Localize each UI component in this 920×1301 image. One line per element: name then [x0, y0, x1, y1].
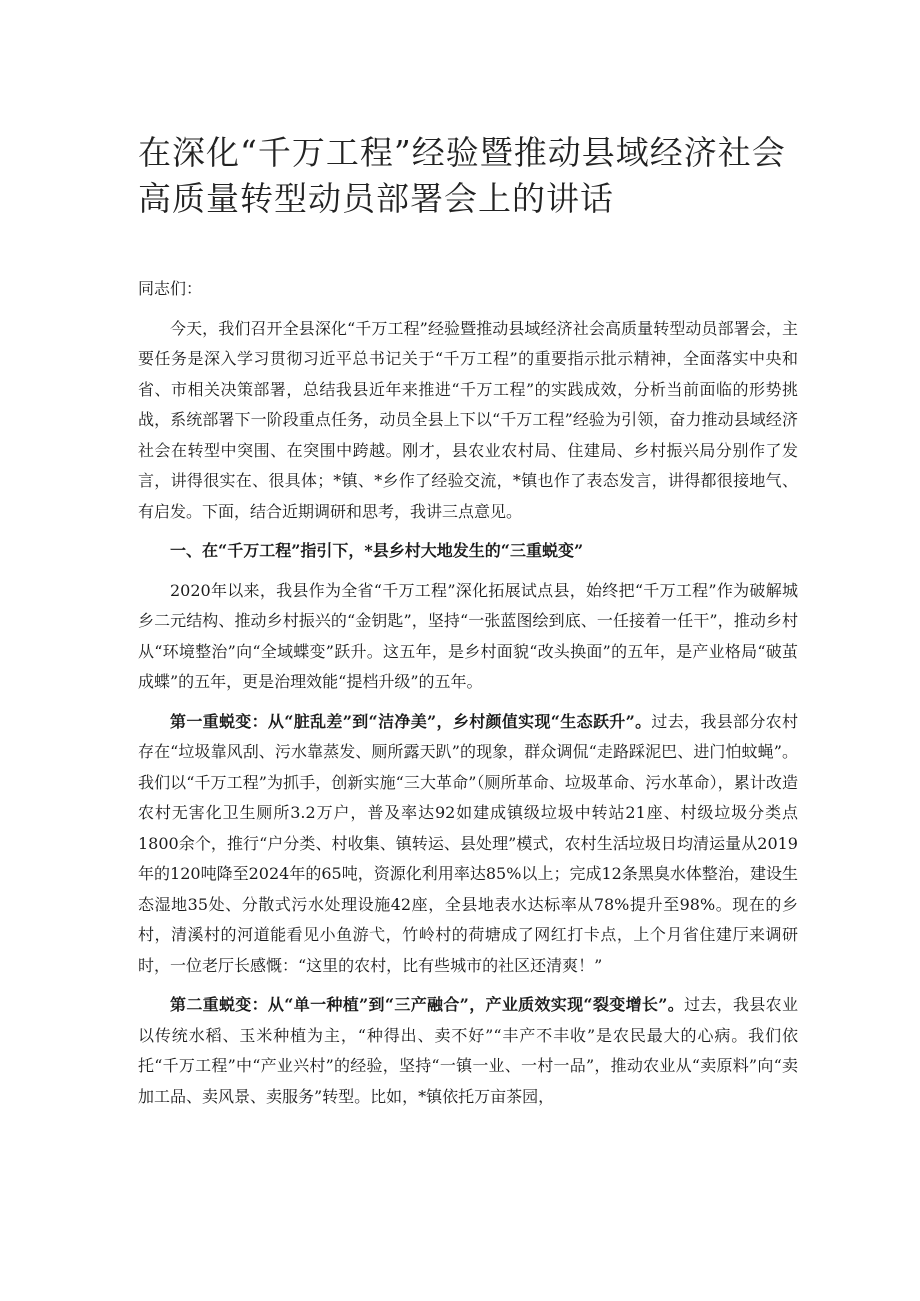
change-1-lead: 第一重蜕变：从“脏乱差”到“洁净美”，乡村颜值实现“生态跃升”。: [170, 711, 652, 731]
change-2-text: 过去，我县农业以传统水稻、玉米种植为主，“种得出、卖不好”“丰产不丰收”是农民最大的心病。我们依托“千万工程”中“产业兴村”的经验，坚持“一镇一业、一村一品”，推动农业从“卖原料”向“卖加工品、卖风景、卖服务”转型。比如，*镇依托万亩茶园，: [138, 995, 798, 1106]
document-body: [138, 274, 798, 1121]
greeting: 同志们：: [138, 279, 203, 298]
section-1-heading: 一、在“千万工程”指引下，*县乡村大地发生的“三重蜕变”: [170, 541, 584, 560]
change-2-paragraph: [138, 990, 798, 1112]
section-1-paragraph: 2020年以来，我县作为全省“千万工程”深化拓展试点县，始终把“千万工程”作为破解城乡二元结构、推动乡村振兴的“金钥匙”，坚持“一张蓝图绘到底、一任接着一任干”，推动乡村从“环境整治”向“全域蝶变”跃升。这五年，是乡村面貌“改头换面”的五年，是产业格局“破茧成蝶”的五年，更是治理效能“提档升级”的五年。: [138, 580, 798, 691]
change-2-lead: 第二重蜕变：从“单一种植”到“三产融合”，产业质效实现“裂变增长”。: [170, 995, 685, 1014]
document-title: 在深化“千万工程”经验暨推动县域经济社会高质量转型动员部署会上的讲话: [138, 133, 786, 218]
change-1-paragraph: [138, 707, 798, 982]
change-1-text: 过去，我县部分农村存在“垃圾靠风刮、污水靠蒸发、厕所露天趴”的现象，群众调侃“走路踩泥巴、进门怕蚊蝇”。我们以“千万工程”为抓手，创新实施“三大革命”（厕所革命、垃圾革命、污水革命），累计改造农村无害化卫生厕所3.2万户，普及率达92如建成镇级垃圾中转站21座、村级垃圾分类点1800余个，推行“户分类、村收集、镇转运、县处理”模式，农村生活垃圾日均清运量从2019年的120吨降至2024年的65吨，资源化利用率达85%以上；完成12条黑臭水体整治，建设生态湿地35处、分散式污水处理设施42座，全县地表水达标率从78%提升至98%。现在的乡村，清溪村的河道能看见小鱼游弋，竹岭村的荷塘成了网红打卡点，上个月省住建厅来调研时，一位老厅长感慨：“这里的农村，比有些城市的社区还清爽！”: [138, 711, 798, 975]
intro-paragraph: 今天，我们召开全县深化“千万工程”经验暨推动县域经济社会高质量转型动员部署会，主要任务是深入学习贯彻习近平总书记关于“千万工程”的重要指示批示精神，全面落实中央和省、市相关决策部署，总结我县近年来推进“千万工程”的实践成效，分析当前面临的形势挑战，系统部署下一阶段重点任务，动员全县上下以“千万工程”经验为引领，奋力推动县域经济社会在转型中突围、在突围中跨越。刚才，县农业农村局、住建局、乡村振兴局分别作了发言，讲得很实在、很具体；*镇、*乡作了经验交流，*镇也作了表态发言，讲得都很接地气、有启发。下面，结合近期调研和思考，我讲三点意见。: [138, 318, 798, 521]
